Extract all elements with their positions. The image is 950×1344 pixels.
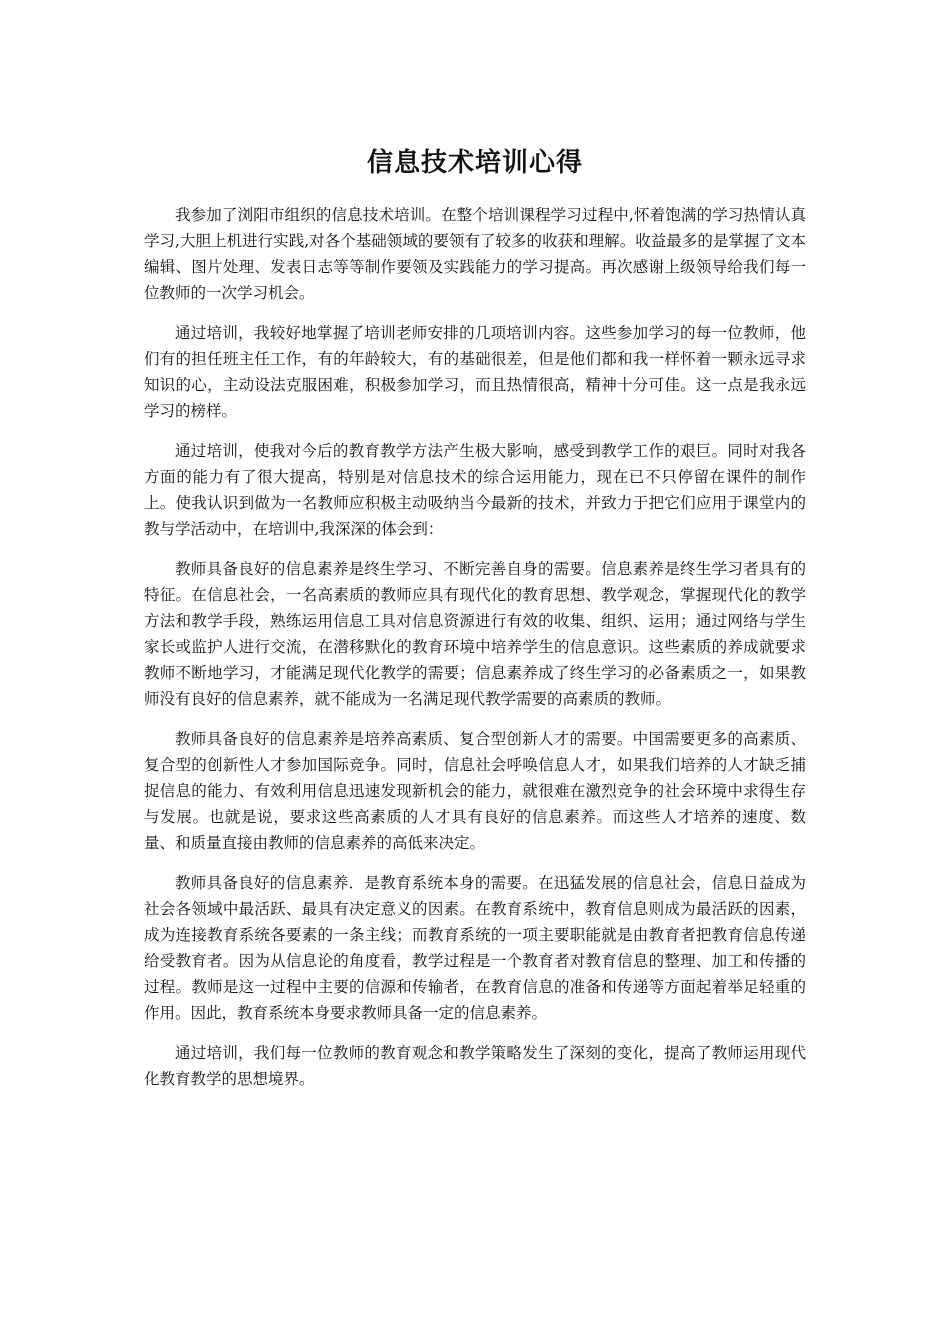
paragraph-4: 教师具备良好的信息素养是终生学习、不断完善自身的需要。信息素养是终生学习者具有的特征。在信息社会，一名高素质的教师应具有现代化的教育思想、教学观念，掌握现代化的教学方法和教学手段，熟练运用信息工具对信息资源进行有效的收集、组织、运用；通过网络与学生家长或监护人进行交流，在潜移默化的教育环境中培养学生的信息意识。这些素质的养成就要求教师不断地学习，才能满足现代化教学的需要；信息素养成了终生学习的必备素质之一，如果教师没有良好的信息素养，就不能成为一名满足现代教学需要的高素质的教师。 (144, 560, 806, 708)
paragraph-5: 教师具备良好的信息素养是培养高素质、复合型创新人才的需要。中国需要更多的高素质、复合型的创新性人才参加国际竞争。同时，信息社会呼唤信息人才，如果我们培养的人才缺乏捕捉信息的能力、有效利用信息迅速发现新机会的能力，就很难在激烈竞争的社会环境中求得生存与发展。也就是说，要求这些高素质的人才具有良好的信息素养。而这些人才培养的速度、数量、和质量直接由教师的信息素养的高低来决定。 (144, 730, 806, 852)
paragraph-3: 通过培训，使我对今后的教育教学方法产生极大影响，感受到教学工作的艰巨。同时对我各方面的能力有了很大提高，特别是对信息技术的综合运用能力，现在已不只停留在课件的制作上。使我认识到做为一名教师应积极主动吸纳当今最新的技术，并致力于把它们应用于课堂内的教与学活动中，在培训中,我深深的体会到： (144, 442, 806, 538)
paragraph-7: 通过培训，我们每一位教师的教育观念和教学策略发生了深刻的变化，提高了教师运用现代化教育教学的思想境界。 (144, 1044, 806, 1088)
paragraph-2: 通过培训，我较好地掌握了培训老师安排的几项培训内容。这些参加学习的每一位教师，他们有的担任班主任工作，有的年龄较大，有的基础很差，但是他们都和我一样怀着一颗永远寻求知识的心，主动设法克服困难，积极参加学习，而且热情很高，精神十分可佳。这一点是我永远学习的榜样。 (144, 324, 806, 420)
paragraph-1: 我参加了浏阳市组织的信息技术培训。在整个培训课程学习过程中,怀着饱满的学习热情认真学习,大胆上机进行实践,对各个基础领域的要领有了较多的收获和理解。收益最多的是掌握了文本编辑、图片处理、发表日志等等制作要领及实践能力的学习提高。再次感谢上级领导给我们每一位教师的一次学习机会。 (144, 206, 806, 302)
document-body (144, 202, 806, 1106)
paragraph-6: 教师具备良好的信息素养．是教育系统本身的需要。在迅猛发展的信息社会，信息日益成为社会各领域中最活跃、最具有决定意义的因素。在教育系统中，教育信息则成为最活跃的因素，成为连接教育系统各要素的一条主线；而教育系统的一项主要职能就是由教育者把教育信息传递给受教育者。因为从信息论的角度看，教学过程是一个教育者对教育信息的整理、加工和传播的过程。教师是这一过程中主要的信源和传输者，在教育信息的准备和传递等方面起着举足轻重的作用。因此，教育系统本身要求教师具备一定的信息素养。 (144, 874, 806, 1022)
document-title: 信息技术培训心得 (366, 148, 583, 178)
